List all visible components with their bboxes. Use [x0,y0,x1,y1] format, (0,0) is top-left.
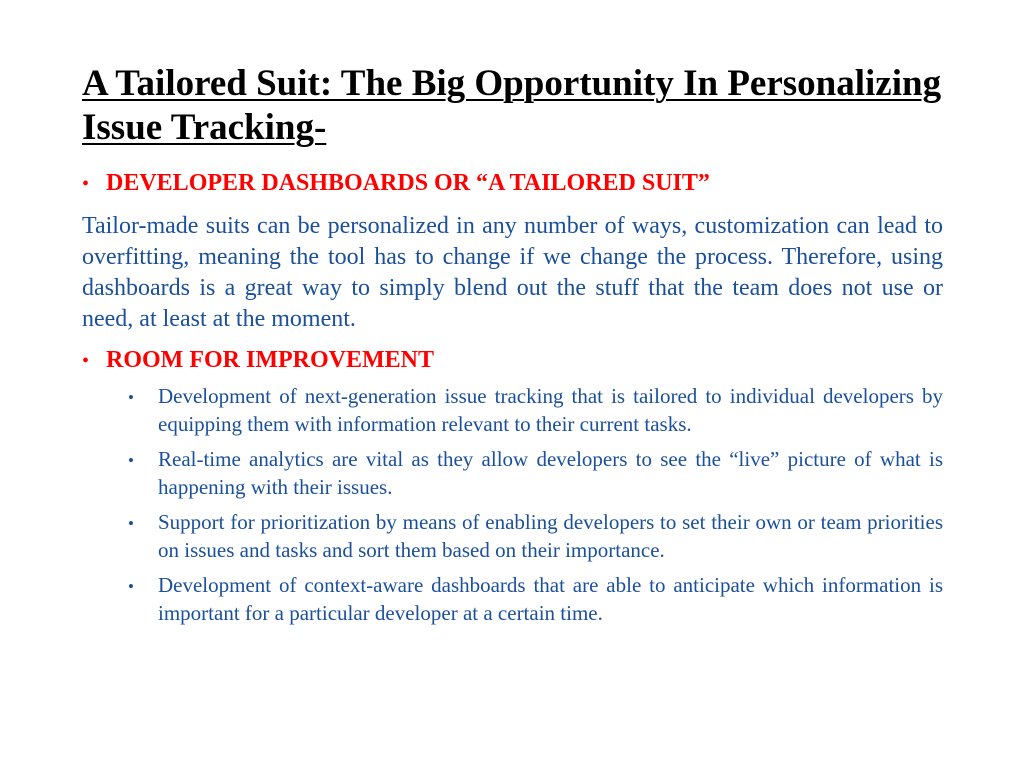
list-item-text: Real-time analytics are vital as they allow developers to see the “live” picture of what is happening with their issues. [158,447,943,499]
slide-title [82,62,942,150]
bullet-icon: • [82,350,90,372]
list-item [128,571,943,627]
bullet-icon: • [128,577,134,596]
list-item [128,445,943,501]
list-item [128,382,943,438]
bullet-icon: • [128,388,134,407]
section-heading-text: ROOM FOR IMPROVEMENT [106,347,434,373]
list-item-text: Development of next-generation issue tracking that is tailored to individual developers by equipping them with information relevant to their current tasks. [158,384,943,436]
section-heading-dashboards [82,168,943,199]
bullet-icon: • [128,451,134,470]
section-heading-improvement [82,345,943,376]
bullet-icon: • [82,173,90,195]
improvement-list [128,382,943,627]
slide-content [82,168,943,634]
slide-title-text: A Tailored Suit: The Big Opportunity In Personalizing Issue Tracking- [82,63,942,148]
list-item [128,508,943,564]
list-item-text: Development of context-aware dashboards that are able to anticipate which information is important for a particular developer at a certain time. [158,573,943,625]
bullet-icon: • [128,514,134,533]
list-item-text: Support for prioritization by means of enabling developers to set their own or team priorities on issues and tasks and sort them based on their importance. [158,510,943,562]
section-heading-text: DEVELOPER DASHBOARDS OR “A TAILORED SUIT” [106,170,710,196]
section-paragraph: Tailor-made suits can be personalized in any number of ways, customization can lead to overfitting, meaning the tool has to change if we change the process. Therefore, using dashboards is a great way to simply blend out the stuff that the team does not use or need, at least at the moment. [82,213,943,332]
